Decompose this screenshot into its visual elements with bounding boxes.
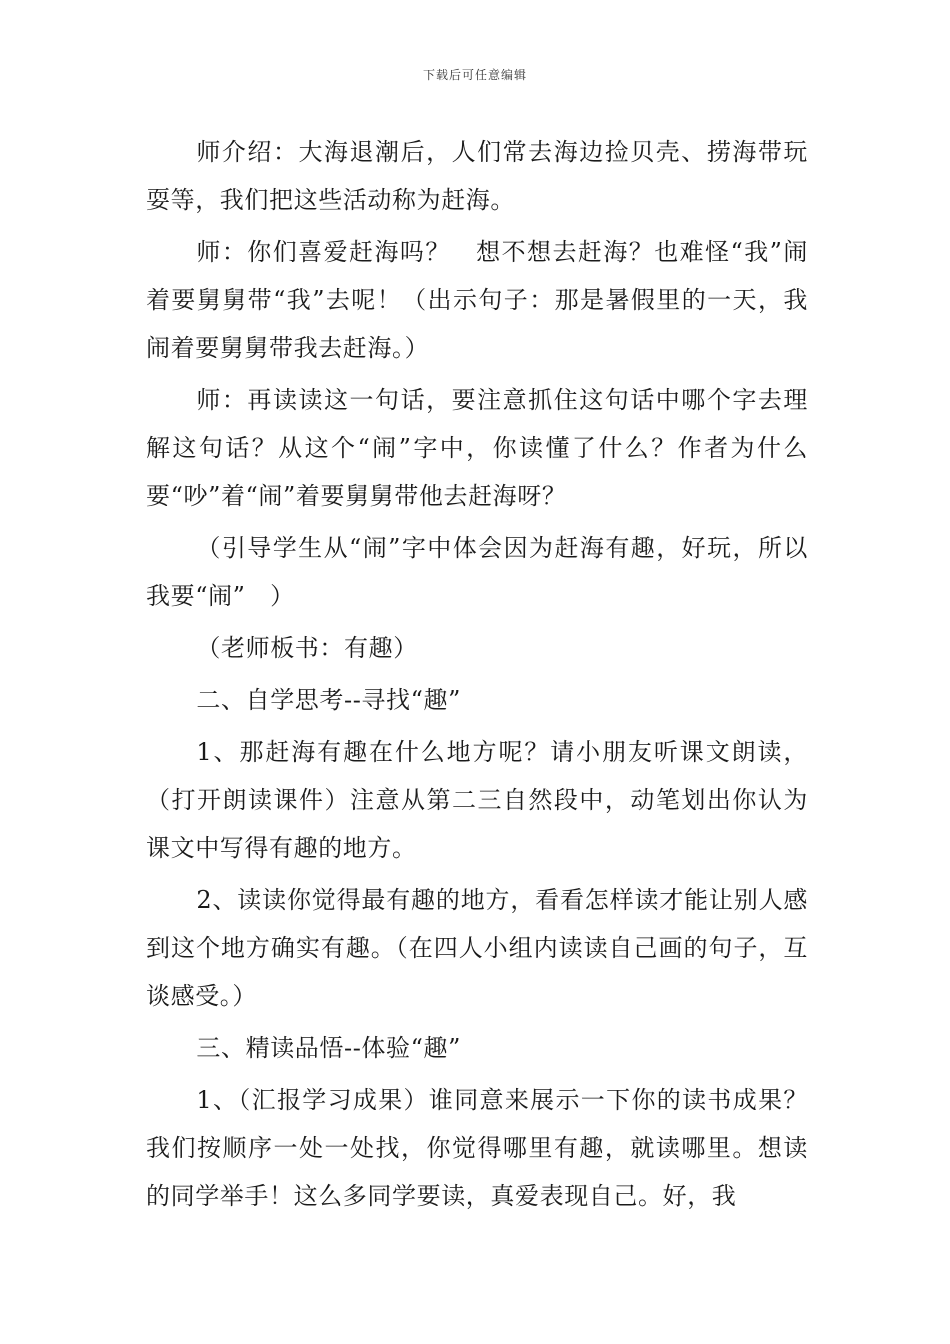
paragraph-step-2: 2、读读你觉得最有趣的地方，看看怎样读才能让别人感到这个地方确实有趣。（在四人小组内读读自己画的句子，互谈感受。）	[146, 886, 808, 1010]
paragraph-guide-students: （引导学生从“闹”字中体会因为赶海有趣，好玩，所以我要“闹” ）	[146, 534, 808, 610]
paragraph-step-1: 1、那赶海有趣在什么地方呢？请小朋友听课文朗读，（打开朗读课件）注意从第二三自然段中，动笔划出你认为课文中写得有趣的地方。	[146, 738, 808, 862]
paragraph-report-results: 1、（汇报学习成果）谁同意来展示一下你的读书成果？我们按顺序一处一处找，你觉得哪里有趣，就读哪里。想读的同学举手！这么多同学要读，真爱表现自己。好，我	[146, 1086, 808, 1210]
paragraph-board-note: （老师板书：有趣）	[196, 634, 418, 662]
paragraph-teacher-question: 师：你们喜爱赶海吗？ 想不想去赶海？也难怪“我”闹着要舅舅带“我”去呢！（出示句子：那是暑假里的一天，我闹着要舅舅带我去赶海。）	[146, 238, 808, 362]
section-heading-self-study: 二、自学思考--寻找“趣”	[196, 686, 461, 714]
section-heading-close-reading: 三、精读品悟--体验“趣”	[196, 1034, 461, 1062]
document-body	[146, 128, 808, 1224]
paragraph-teacher-reread: 师：再读读这一句话，要注意抓住这句话中哪个字去理解这句话？从这个“闹”字中，你读懂了什么？作者为什么要“吵”着“闹”着要舅舅带他去赶海呀？	[146, 386, 808, 510]
paragraph-teacher-intro: 师介绍：大海退潮后，人们常去海边捡贝壳、捞海带玩耍等，我们把这些活动称为赶海。	[146, 138, 808, 214]
page-header: 下载后可任意编辑	[422, 68, 527, 82]
